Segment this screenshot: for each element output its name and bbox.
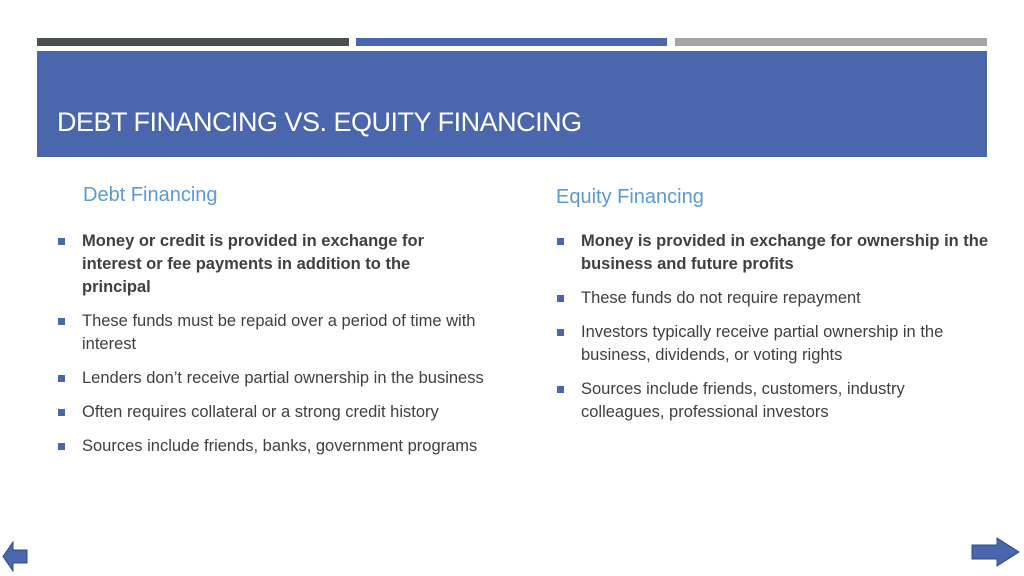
slide-title: DEBT FINANCING VS. EQUITY FINANCING [57,107,582,137]
bullet-icon [58,375,65,382]
list-item: Lenders don’t receive partial ownership in the business [82,367,522,390]
left-arrow-icon[interactable] [2,541,28,572]
debt-heading: Debt Financing [83,184,218,206]
equity-heading: Equity Financing [556,186,704,208]
list-item: Investors typically receive partial ownership in the business, dividends, or voting rights [581,321,981,367]
list-item: These funds must be repaid over a period of time with interest [82,310,512,356]
decor-bar-blue [356,38,667,46]
list-item: Often requires collateral or a strong credit history [82,401,522,424]
bullet-icon [557,238,564,245]
bullet-icon [58,318,65,325]
bullet-icon [557,329,564,336]
list-item: Money or credit is provided in exchange for interest or fee payments in addition to the principal [82,230,482,299]
list-item: Sources include friends, customers, industry colleagues, professional investors [581,378,931,424]
list-item: These funds do not require repayment [581,287,981,310]
bullet-icon [58,238,65,245]
decor-bar-dark [37,38,349,46]
bullet-icon [58,409,65,416]
title-banner [37,51,987,157]
right-arrow-icon[interactable] [971,537,1021,567]
list-item: Money is provided in exchange for ownership in the business and future profits [581,230,991,276]
bullet-icon [58,443,65,450]
list-item: Sources include friends, banks, government programs [82,435,522,458]
bullet-icon [557,386,564,393]
decor-bar-gray [675,38,987,46]
bullet-icon [557,295,564,302]
